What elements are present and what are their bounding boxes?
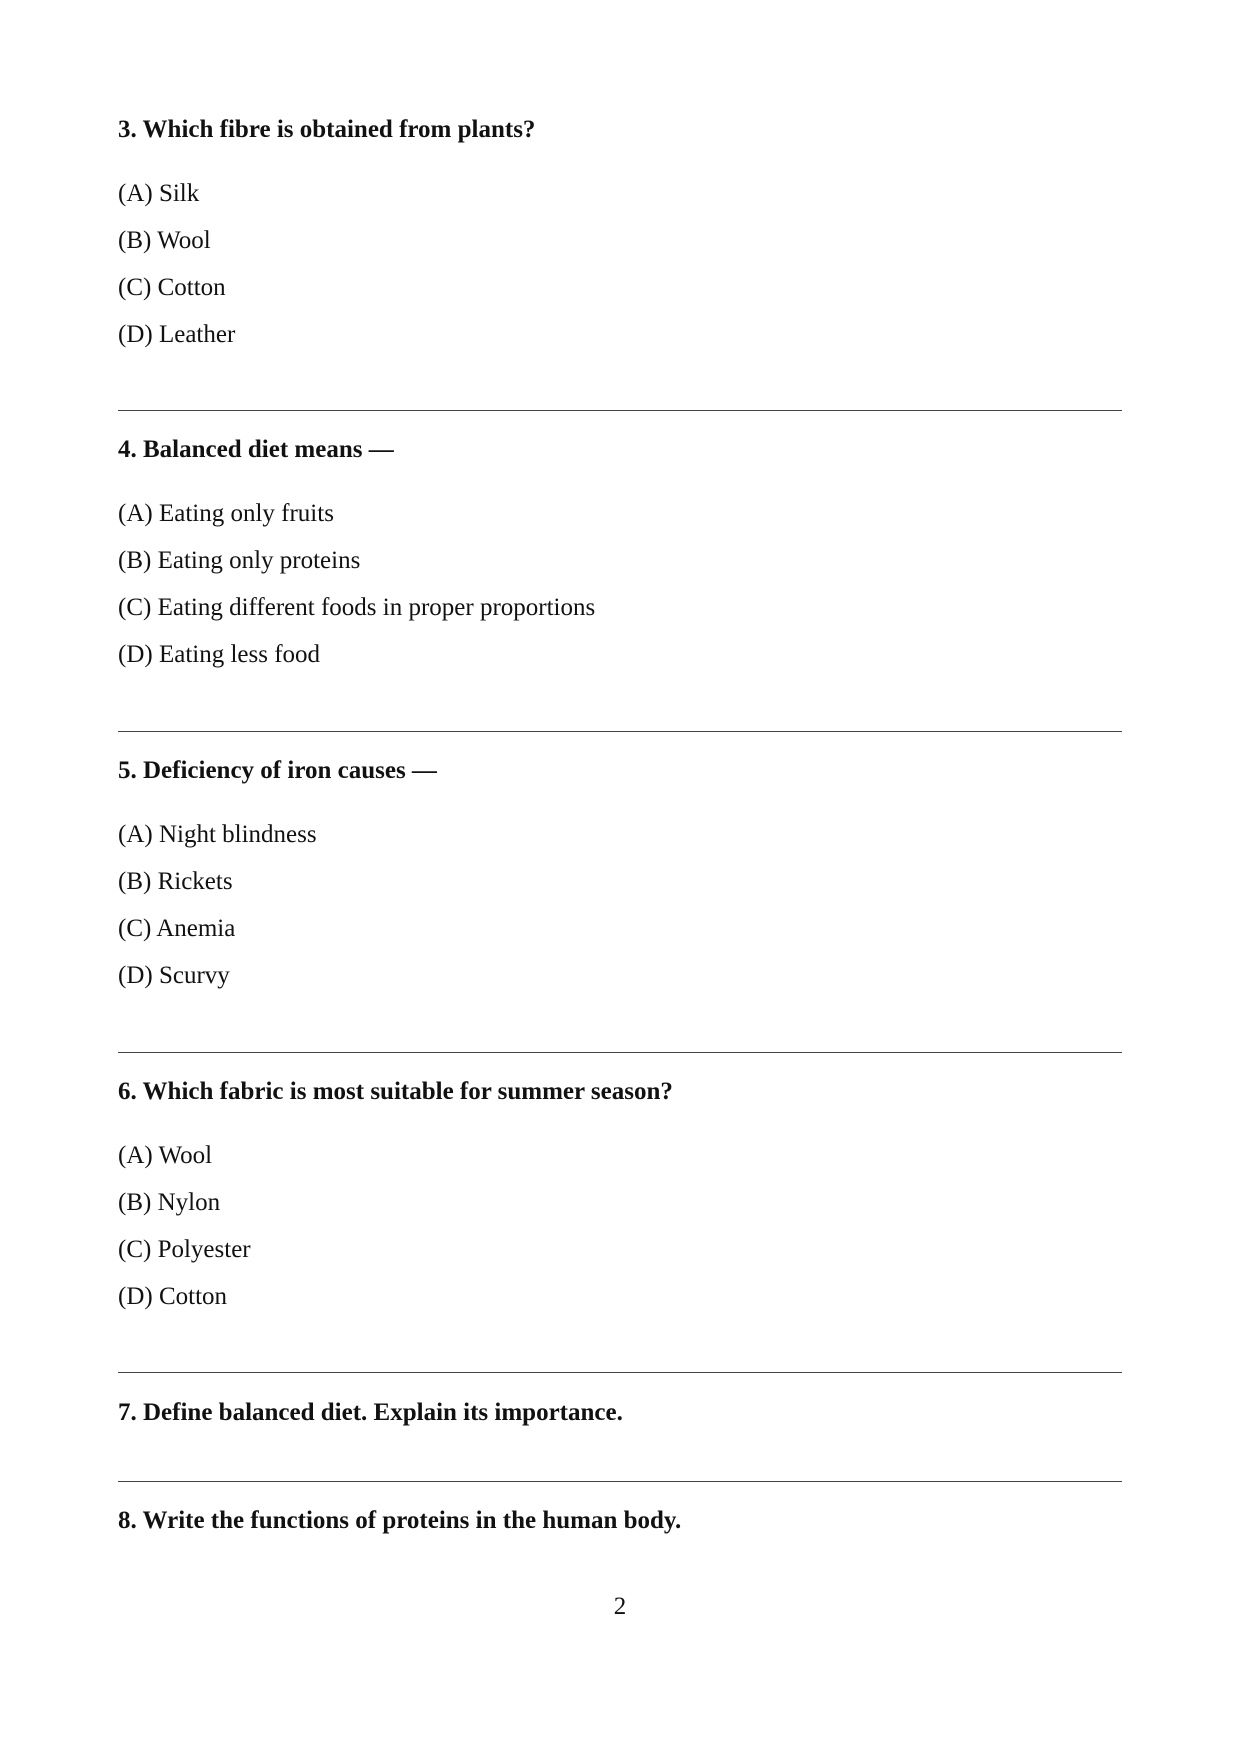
option-list (118, 179, 1122, 367)
option-list (118, 820, 1122, 1008)
option-list (118, 1141, 1122, 1329)
option-list (118, 499, 1122, 687)
option-a: (A) Wool (118, 1142, 213, 1169)
option-a: (A) Night blindness (118, 821, 317, 848)
divider (118, 1481, 1122, 1482)
question-5 (118, 756, 1122, 1008)
option-b: (B) Rickets (118, 868, 233, 895)
option-c: (C) Eating different foods in proper proportions (118, 594, 596, 621)
question-4 (118, 435, 1122, 687)
exam-page (118, 0, 1122, 1754)
question-title: 6. Which fabric is most suitable for summer season? (118, 1078, 673, 1105)
question-title: 3. Which fibre is obtained from plants? (118, 116, 536, 143)
option-d: (D) Leather (118, 321, 236, 348)
question-title: 5. Deficiency of iron causes — (118, 757, 437, 784)
page-number: 2 (613, 1593, 627, 1620)
question-title: 8. Write the functions of proteins in the human body. (118, 1507, 682, 1534)
divider (118, 1372, 1122, 1373)
question-title: 7. Define balanced diet. Explain its importance. (118, 1399, 623, 1426)
option-d: (D) Scurvy (118, 962, 230, 989)
question-3 (118, 115, 1122, 367)
option-c: (C) Cotton (118, 274, 226, 301)
option-d: (D) Cotton (118, 1283, 228, 1310)
option-b: (B) Eating only proteins (118, 547, 361, 574)
divider (118, 1052, 1122, 1053)
option-a: (A) Eating only fruits (118, 500, 334, 527)
option-d: (D) Eating less food (118, 641, 321, 668)
question-title: 4. Balanced diet means — (118, 436, 394, 463)
divider (118, 410, 1122, 411)
option-c: (C) Anemia (118, 915, 236, 942)
option-b: (B) Nylon (118, 1189, 221, 1216)
question-7 (118, 1398, 1122, 1428)
divider (118, 731, 1122, 732)
option-c: (C) Polyester (118, 1236, 251, 1263)
option-b: (B) Wool (118, 227, 211, 254)
question-8 (118, 1506, 1122, 1536)
option-a: (A) Silk (118, 180, 200, 207)
question-6 (118, 1077, 1122, 1329)
